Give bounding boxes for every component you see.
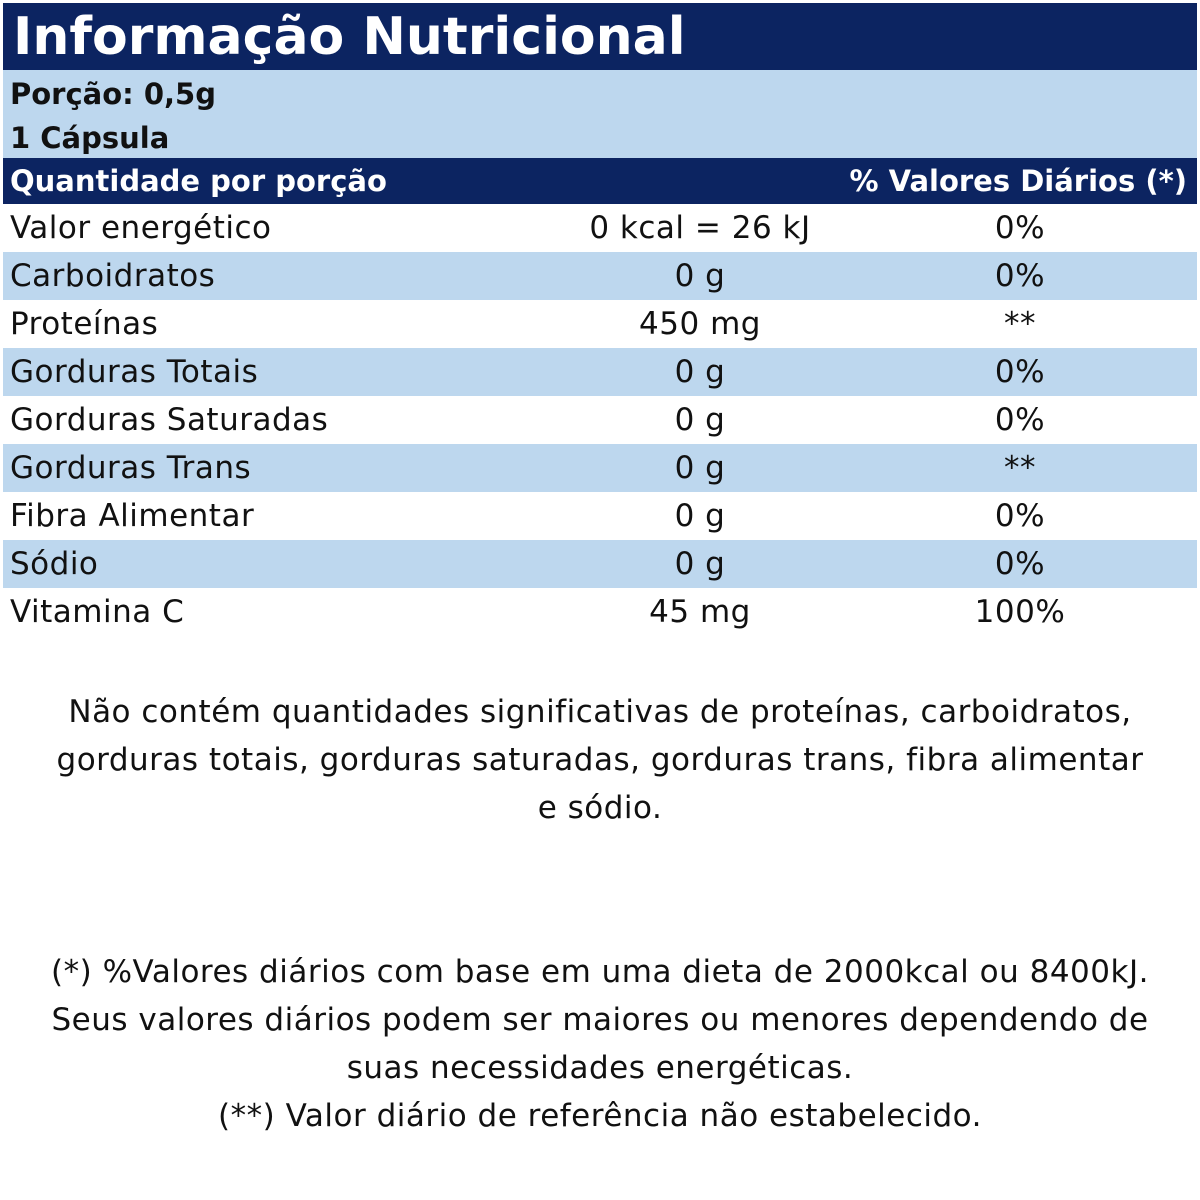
table-header [3,158,1197,204]
serving-portion: Porção: 0,5g [10,77,216,111]
quantity-header: Quantidade por porção [10,164,387,198]
nutrient-amount: 0 g [674,450,726,486]
serving-units: 1 Cápsula [10,121,170,155]
nutrient-name: Valor energético [10,210,272,246]
nutrient-daily-value: 0% [994,258,1046,294]
nutrient-daily-value: 0% [994,402,1046,438]
table-row [3,348,1197,396]
nutrient-amount: 450 mg [639,306,761,342]
footnote-line: Seus valores diários podem ser maiores ou menores dependendo de [51,1002,1149,1038]
serving-info [3,70,1197,158]
table-row [3,540,1197,588]
nutrient-amount: 0 g [674,354,726,390]
nutrient-amount: 45 mg [649,594,751,630]
table-row [3,204,1197,252]
nutrient-amount: 0 g [674,258,726,294]
footnote-line: suas necessidades energéticas. [346,1050,854,1086]
table-row [3,588,1197,636]
nutrient-name: Sódio [10,546,99,582]
insignificant-amounts-note [10,688,1190,832]
nutrient-name: Vitamina C [10,594,185,630]
daily-value-header: % Valores Diários (*) [849,164,1187,198]
footnote-line: (*) %Valores diários com base em uma dieta de 2000kcal ou 8400kJ. [51,954,1149,990]
nutrient-daily-value: 0% [994,546,1046,582]
nutrient-daily-value: ** [1004,450,1036,486]
nutrient-table [3,204,1197,636]
nutrient-amount: 0 g [674,498,726,534]
nutrient-name: Gorduras Saturadas [10,402,329,438]
daily-value-footnotes [10,948,1190,1140]
note-line: Não contém quantidades significativas de proteínas, carboidratos, [68,694,1132,730]
title-bar [3,3,1197,70]
nutrient-name: Carboidratos [10,258,216,294]
table-row [3,444,1197,492]
table-row [3,252,1197,300]
note-line: gorduras totais, gorduras saturadas, gorduras trans, fibra alimentar [56,742,1144,778]
nutrient-name: Proteínas [10,306,159,342]
nutrient-name: Gorduras Totais [10,354,259,390]
table-row [3,396,1197,444]
nutrient-daily-value: ** [1004,306,1036,342]
nutrient-amount: 0 g [674,402,726,438]
footnote-line: (**) Valor diário de referência não estabelecido. [218,1098,982,1134]
nutrient-name: Fibra Alimentar [10,498,255,534]
nutrient-daily-value: 0% [994,354,1046,390]
nutrient-daily-value: 100% [974,594,1066,630]
table-row [3,492,1197,540]
nutrient-amount: 0 kcal = 26 kJ [589,210,811,246]
nutrient-daily-value: 0% [994,210,1046,246]
note-line: e sódio. [537,790,663,826]
table-row [3,300,1197,348]
nutrient-amount: 0 g [674,546,726,582]
nutrient-daily-value: 0% [994,498,1046,534]
label-title: Informação Nutricional [13,7,686,67]
nutrient-name: Gorduras Trans [10,450,252,486]
